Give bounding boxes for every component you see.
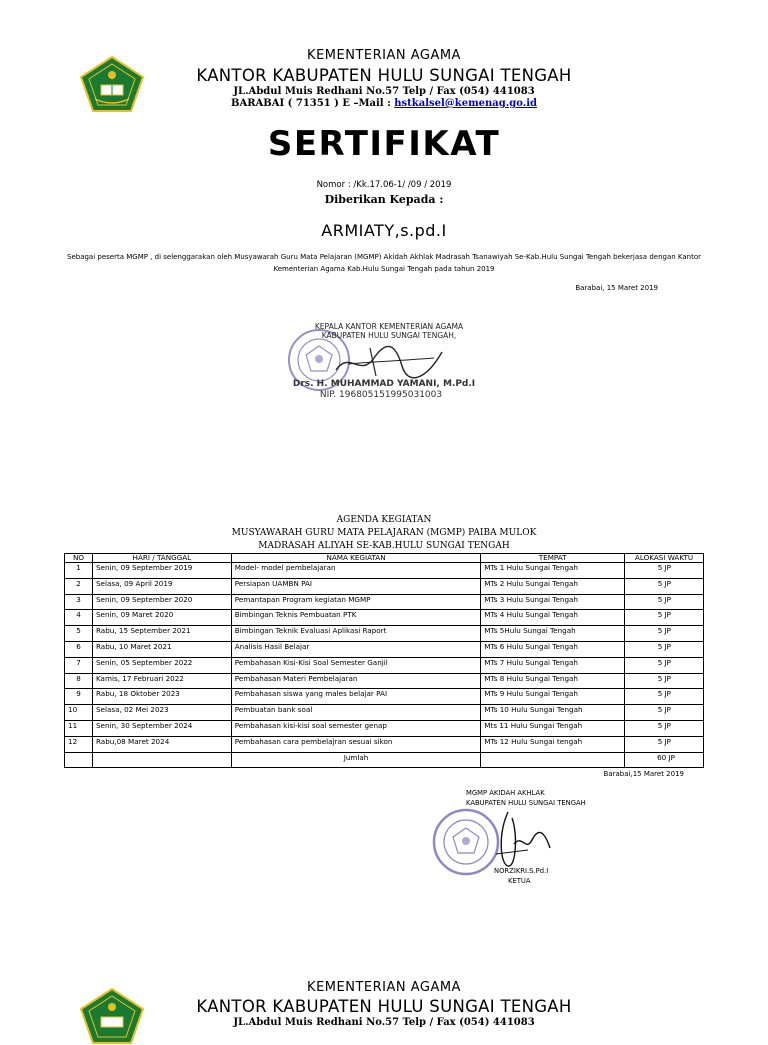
table-cell: 5 JP [625, 626, 704, 642]
col-header-date: HARI / TANGGAL [92, 554, 231, 563]
table-cell: 5 JP [625, 641, 704, 657]
certificate-place-date: Barabai, 15 Maret 2019 [575, 284, 658, 292]
certificate-number: Nomor : /Kk.17.06-1/ /09 / 2019 [316, 180, 452, 190]
table-cell: MTs 7 Hulu Sungai Tengah [481, 657, 625, 673]
table-cell: 5 JP [625, 720, 704, 736]
sig2-signature [488, 804, 554, 874]
table-cell: 5 JP [625, 594, 704, 610]
email-link[interactable]: hstkalsel@kemenag.go.id [394, 98, 537, 109]
table-row [65, 720, 704, 736]
table-cell: Rabu, 15 September 2021 [92, 626, 231, 642]
table-cell: Bimbingan Teknis Pembuatan PTK [231, 610, 481, 626]
table-cell: 5 JP [625, 578, 704, 594]
table-cell: 2 [65, 578, 93, 594]
table-total-row [65, 752, 704, 768]
table-cell: 5 JP [625, 736, 704, 752]
table-row [65, 563, 704, 579]
col-header-no: NO [65, 554, 93, 563]
table-header-row [65, 554, 704, 563]
table-cell: Senin, 09 September 2019 [92, 563, 231, 579]
table-cell: Analisis Hasil Belajar [231, 641, 481, 657]
sig1-position-1: KEPALA KANTOR KEMENTERIAN AGAMA [314, 322, 464, 331]
table-cell: 8 [65, 673, 93, 689]
sig2-role: KETUA [508, 877, 531, 885]
table-cell: MTs 9 Hulu Sungai Tengah [481, 689, 625, 705]
table-cell: Rabu, 18 Oktober 2023 [92, 689, 231, 705]
sig2-org-2: KABUPATEN HULU SUNGAI TENGAH [466, 799, 586, 807]
table-cell: 7 [65, 657, 93, 673]
table-cell: Senin, 05 September 2022 [92, 657, 231, 673]
header-ministry: KEMENTERIAN AGAMA [307, 48, 461, 63]
table-row [65, 626, 704, 642]
col-header-time: ALOKASI WAKTU [625, 554, 704, 563]
address-label: BARABAI ( 71351 ) E –Mail : [231, 98, 395, 109]
sig1-nip: NIP. 196805151995031003 [319, 390, 443, 400]
table-cell: Pemantapan Program kegiatan MGMP [231, 594, 481, 610]
table-row [65, 689, 704, 705]
table-cell: Persiapan UAMBN PAI [231, 578, 481, 594]
table-cell: 5 JP [625, 563, 704, 579]
certificate-title: SERTIFIKAT [267, 124, 501, 164]
table-cell: Rabu, 10 Maret 2021 [92, 641, 231, 657]
table-cell: 4 [65, 610, 93, 626]
table-cell: MTs 10 Hulu Sungai Tengah [481, 705, 625, 721]
agenda-table [64, 553, 704, 768]
agenda-title-2: MUSYAWARAH GURU MATA PELAJARAN (MGMP) PAIBA MULOK [231, 528, 537, 538]
col-header-activity: NAMA KEGIATAN [231, 554, 481, 563]
table-cell: Model- model pembelajaran [231, 563, 481, 579]
table-cell: Senin, 30 September 2024 [92, 720, 231, 736]
table-cell: Pembahasan cara pembelajran sesuai sikon [231, 736, 481, 752]
table-cell: MTs 2 Hulu Sungai Tengah [481, 578, 625, 594]
table-cell: Rabu,08 Maret 2024 [92, 736, 231, 752]
table-row [65, 673, 704, 689]
table-cell: Kamis, 17 Februari 2022 [92, 673, 231, 689]
table-row [65, 594, 704, 610]
kemenag-logo-page2 [79, 987, 145, 1045]
table-cell: MTs 3 Hulu Sungai Tengah [481, 594, 625, 610]
table-cell: Mts 11 Hulu Sungai Tengah [481, 720, 625, 736]
sig1-signature [330, 340, 450, 382]
table-cell: 6 [65, 641, 93, 657]
total-label: Jumlah [231, 752, 481, 768]
agenda-title-1: AGENDA KEGIATAN [336, 515, 432, 525]
table-cell: 12 [65, 736, 93, 752]
table-cell: 5 JP [625, 705, 704, 721]
table-cell: 5 JP [625, 657, 704, 673]
table-cell: MTs 1 Hulu Sungai Tengah [481, 563, 625, 579]
table-cell: 5 JP [625, 610, 704, 626]
page2-header-office: KANTOR KABUPATEN HULU SUNGAI TENGAH [196, 997, 572, 1016]
total-value: 60 JP [625, 752, 704, 768]
table-cell: 5 JP [625, 689, 704, 705]
table-cell: MTs 4 Hulu Sungai Tengah [481, 610, 625, 626]
table-row [65, 705, 704, 721]
header-address-1: JL.Abdul Muis Redhani No.57 Telp / Fax (054) 441083 [233, 86, 535, 97]
table-cell: 10 [65, 705, 93, 721]
agenda-title-3: MADRASAH ALIYAH SE-KAB.HULU SUNGAI TENGAH [258, 541, 510, 551]
page2-header-ministry: KEMENTERIAN AGAMA [307, 980, 461, 995]
sig2-name: NORZIKRI.S.Pd.I [494, 867, 549, 875]
sig2-org-1: MGMP AKIDAH AKHLAK [466, 789, 545, 797]
description-line-1: Sebagai peserta MGMP , di selenggarakan oleh Musyawarah Guru Mata Pelajaran (MGMP) Akidah Akhlak Madrasah Tsanawiyah Se-Kab.Hulu Sungai Tengah bekerjasa dengan Kantor [67, 253, 701, 261]
given-to-label: Diberikan Kepada : [324, 193, 444, 206]
table-row [65, 578, 704, 594]
table-row [65, 610, 704, 626]
table-cell: MTs 8 Hulu Sungai Tengah [481, 673, 625, 689]
header-office: KANTOR KABUPATEN HULU SUNGAI TENGAH [196, 66, 572, 85]
table-cell: Pembahasan kisi-kisi soal semester genap [231, 720, 481, 736]
header-address-2 [0, 98, 768, 109]
table-cell: 1 [65, 563, 93, 579]
agenda-place-date: Barabai,15 Maret 2019 [603, 770, 684, 778]
table-cell: Senin, 09 Maret 2020 [92, 610, 231, 626]
table-cell: Selasa, 02 Mei 2023 [92, 705, 231, 721]
table-cell: MTs 5Hulu Sungai Tengah [481, 626, 625, 642]
page2-header-address-1: JL.Abdul Muis Redhani No.57 Telp / Fax (054) 441083 [233, 1017, 535, 1028]
table-cell: Pembahasan Kisi-Kisi Soal Semester Ganjil [231, 657, 481, 673]
table-cell: 11 [65, 720, 93, 736]
table-cell: Bimbingan Teknik Evaluasi Aplikasi Raport [231, 626, 481, 642]
sig1-position-2: KABUPATEN HULU SUNGAI TENGAH, [321, 331, 457, 340]
table-cell: 9 [65, 689, 93, 705]
table-cell: 5 JP [625, 673, 704, 689]
table-cell: Selasa, 09 April 2019 [92, 578, 231, 594]
table-cell: Pembuatan bank soal [231, 705, 481, 721]
table-cell: MTs 6 Hulu Sungai Tengah [481, 641, 625, 657]
table-row [65, 736, 704, 752]
table-row [65, 657, 704, 673]
table-row [65, 641, 704, 657]
table-cell: MTs 12 Hulu Sungai tengah [481, 736, 625, 752]
recipient-name: ARMIATY,s.pd.I [321, 221, 447, 240]
sig1-name: Drs. H. MUHAMMAD YAMANI, M.Pd.I [292, 379, 476, 389]
table-cell: 3 [65, 594, 93, 610]
col-header-place: TEMPAT [481, 554, 625, 563]
table-cell: Senin, 09 September 2020 [92, 594, 231, 610]
table-cell: 5 [65, 626, 93, 642]
table-cell: Pembahasan siswa yang males belajar PAI [231, 689, 481, 705]
table-cell: Pembahasan Materi Pembelajaran [231, 673, 481, 689]
description-line-2: Kementerian Agama Kab.Hulu Sungai Tengah pada tahun 2019 [273, 265, 495, 273]
